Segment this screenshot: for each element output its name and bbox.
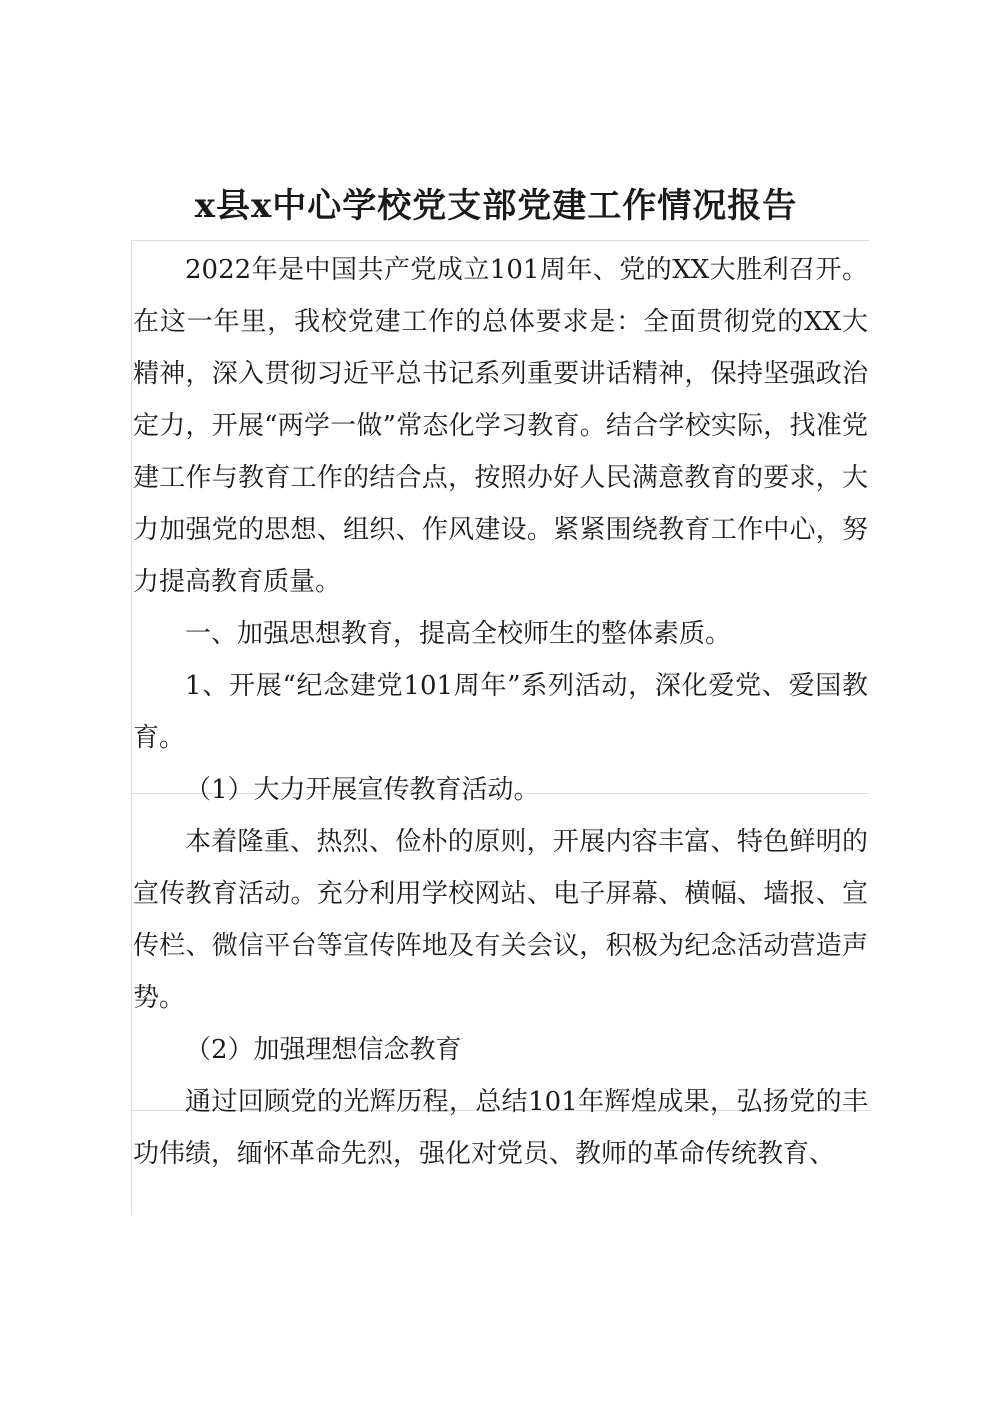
heading-section-1: 一、加强思想教育，提高全校师生的整体素质。 bbox=[185, 619, 732, 649]
heading-item-1: 1、开展“纪念建党101周年”系列活动，深化爱党、爱国教育。 bbox=[133, 671, 868, 753]
heading-subitem-2: （2）加强理想信念教育 bbox=[185, 1035, 462, 1065]
paragraph-intro: 2022年是中国共产党成立101周年、党的XX大胜利召开。在这一年里，我校党建工作的总体要求是：全面贯彻党的XX大精神，深入贯彻习近平总书记系列重要讲话精神，保持坚强政治定力，开展“两学一做”常态化学习教育。结合学校实际，找准党建工作与教育工作的结合点，按照办好人民满意教育的要求，大力加强党的思想、组织、作风建设。紧紧围绕教育工作中心，努力提高教育质量。 bbox=[133, 255, 868, 597]
left-border-line bbox=[131, 240, 132, 1215]
heading-subitem-1: （1）大力开展宣传教育活动。 bbox=[185, 775, 540, 805]
top-border-line bbox=[131, 240, 869, 241]
document-title: x县x中心学校党支部党建工作情况报告 bbox=[194, 186, 798, 226]
paragraph-publicity: 本着隆重、热烈、俭朴的原则，开展内容丰富、特色鲜明的宣传教育活动。充分利用学校网站、电子屏幕、横幅、墙报、宣传栏、微信平台等宣传阵地及有关会议，积极为纪念活动营造声势。 bbox=[133, 827, 868, 1013]
paragraph-ideals: 通过回顾党的光辉历程，总结101年辉煌成果，弘扬党的丰功伟绩，缅怀革命先烈，强化对党员、教师的革命传统教育、 bbox=[133, 1087, 868, 1169]
document-body bbox=[133, 244, 868, 1180]
